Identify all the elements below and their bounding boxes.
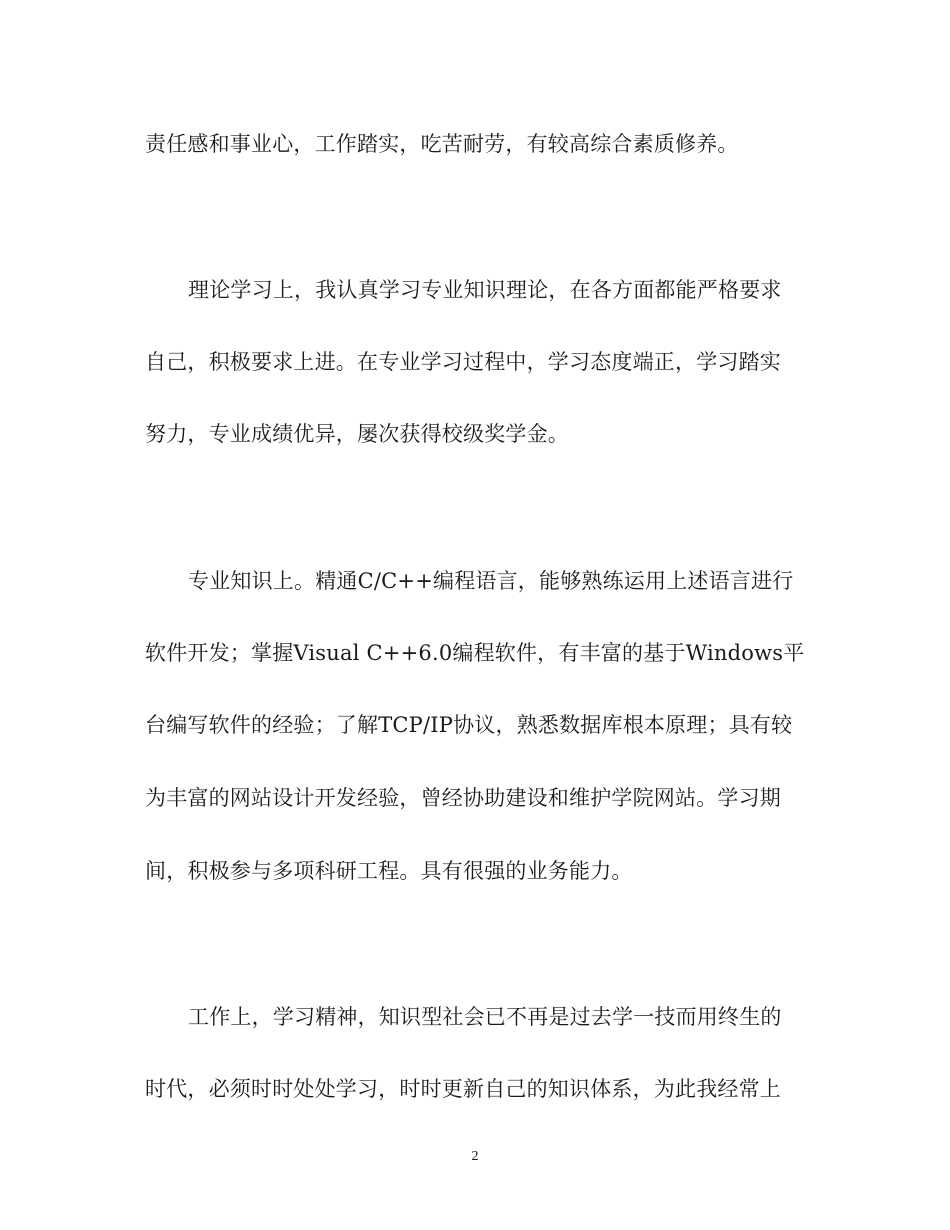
paragraph-3-line-5: 间，积极参与多项科研工程。具有很强的业务能力。 xyxy=(145,859,633,883)
paragraph-1-line-1: 责任感和事业心，工作踏实，吃苦耐劳，有较高综合素质修养。 xyxy=(145,132,739,156)
paragraph-4-line-1: 工作上，学习精神，知识型社会已不再是过去学一技而用终生的 xyxy=(188,1005,782,1029)
paragraph-3-line-3: 台编写软件的经验；了解TCP/IP协议，熟悉数据库根本原理；具有较 xyxy=(145,713,793,737)
paragraph-2-line-2: 自己，积极要求上进。在专业学习过程中，学习态度端正，学习踏实 xyxy=(145,350,781,374)
paragraph-3-line-1: 专业知识上。精通C/C++编程语言，能够熟练运用上述语言进行 xyxy=(188,569,794,593)
paragraph-3-line-2: 软件开发；掌握Visual C++6.0编程软件，有丰富的基于Windows平 xyxy=(145,641,805,665)
paragraph-3-line-4: 为丰富的网站设计开发经验，曾经协助建设和维护学院网站。学习期 xyxy=(145,786,781,810)
paragraph-4-line-2: 时代，必须时时处处学习，时时更新自己的知识体系，为此我经常上 xyxy=(145,1077,781,1101)
page-number: 2 xyxy=(471,1149,479,1164)
paragraph-2-line-3: 努力，专业成绩优异，屡次获得校级奖学金。 xyxy=(145,422,569,446)
paragraph-2-line-1: 理论学习上，我认真学习专业知识理论，在各方面都能严格要求 xyxy=(188,278,782,302)
